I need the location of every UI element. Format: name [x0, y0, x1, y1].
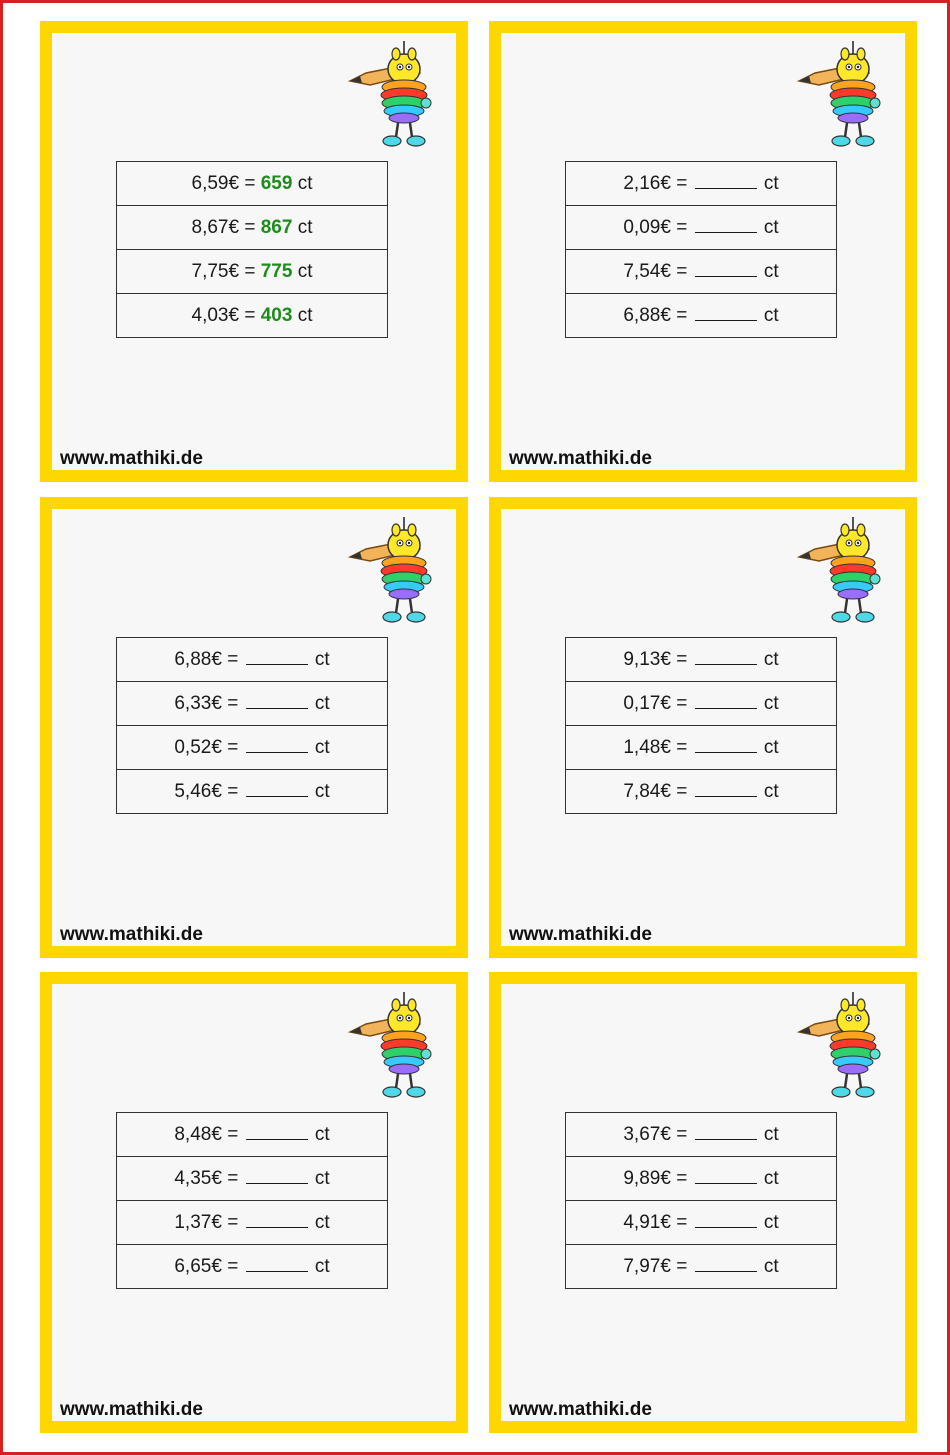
- cent-unit: ct: [297, 304, 313, 326]
- conversion-cell: [566, 162, 837, 206]
- conversion-cell: [117, 1201, 388, 1245]
- answer-blank[interactable]: [246, 1256, 308, 1272]
- mascot-pencil-icon: [795, 992, 891, 1102]
- equals-sign: =: [676, 1211, 688, 1233]
- answer-blank[interactable]: [695, 305, 757, 321]
- conversion-cell: [566, 294, 837, 338]
- answer-blank[interactable]: [246, 1212, 308, 1228]
- website-footer: www.mathiki.de: [60, 448, 203, 469]
- equals-sign: =: [227, 780, 239, 802]
- table-row: [117, 206, 388, 250]
- equals-sign: =: [676, 692, 688, 714]
- table-row: [117, 162, 388, 206]
- euro-amount: 7,54€: [623, 260, 671, 282]
- table-row: [566, 162, 837, 206]
- conversion-cell: [117, 1245, 388, 1289]
- euro-amount: 7,97€: [623, 1255, 671, 1277]
- equals-sign: =: [676, 172, 688, 194]
- cent-unit: ct: [763, 1167, 779, 1189]
- table-row: [117, 1157, 388, 1201]
- table-row: [117, 638, 388, 682]
- euro-amount: 4,91€: [623, 1211, 671, 1233]
- equals-sign: =: [227, 648, 239, 670]
- euro-amount: 0,09€: [623, 216, 671, 238]
- euro-amount: 8,48€: [174, 1123, 222, 1145]
- task-card: [489, 497, 917, 958]
- conversion-cell: [566, 770, 837, 814]
- mascot-pencil-icon: [346, 517, 442, 627]
- answer-blank[interactable]: [246, 781, 308, 797]
- cent-unit: ct: [763, 780, 779, 802]
- conversion-cell: [566, 638, 837, 682]
- equals-sign: =: [227, 736, 239, 758]
- cent-answer: 867: [260, 216, 293, 238]
- answer-blank[interactable]: [695, 1124, 757, 1140]
- cent-unit: ct: [297, 260, 313, 282]
- euro-amount: 9,89€: [623, 1167, 671, 1189]
- answer-blank[interactable]: [695, 261, 757, 277]
- cent-answer: 775: [260, 260, 293, 282]
- equals-sign: =: [676, 260, 688, 282]
- equals-sign: =: [676, 648, 688, 670]
- answer-blank[interactable]: [246, 737, 308, 753]
- task-card: [489, 21, 917, 482]
- cent-unit: ct: [763, 216, 779, 238]
- equals-sign: =: [244, 260, 256, 282]
- cent-unit: ct: [763, 692, 779, 714]
- equals-sign: =: [227, 1255, 239, 1277]
- equals-sign: =: [676, 736, 688, 758]
- table-row: [117, 250, 388, 294]
- mascot-pencil-icon: [795, 41, 891, 151]
- cent-unit: ct: [297, 216, 313, 238]
- euro-amount: 9,13€: [623, 648, 671, 670]
- table-row: [566, 682, 837, 726]
- euro-amount: 1,37€: [174, 1211, 222, 1233]
- website-footer: www.mathiki.de: [60, 1399, 203, 1420]
- conversion-cell: [117, 682, 388, 726]
- euro-amount: 6,33€: [174, 692, 222, 714]
- website-footer: www.mathiki.de: [60, 924, 203, 945]
- euro-amount: 8,67€: [191, 216, 240, 238]
- conversion-cell: [566, 1157, 837, 1201]
- euro-amount: 6,88€: [174, 648, 222, 670]
- conversion-table: [565, 1112, 837, 1289]
- table-row: [117, 770, 388, 814]
- conversion-cell: [117, 250, 388, 294]
- cent-unit: ct: [314, 1123, 330, 1145]
- answer-blank[interactable]: [695, 781, 757, 797]
- cent-unit: ct: [314, 692, 330, 714]
- table-row: [566, 638, 837, 682]
- conversion-cell: [117, 1157, 388, 1201]
- euro-amount: 4,35€: [174, 1167, 222, 1189]
- conversion-cell: [117, 206, 388, 250]
- equals-sign: =: [227, 1123, 239, 1145]
- euro-amount: 4,03€: [191, 304, 240, 326]
- table-row: [566, 250, 837, 294]
- equals-sign: =: [244, 216, 256, 238]
- answer-blank[interactable]: [246, 1124, 308, 1140]
- conversion-cell: [117, 726, 388, 770]
- table-row: [566, 294, 837, 338]
- euro-amount: 3,67€: [623, 1123, 671, 1145]
- euro-amount: 6,88€: [623, 304, 671, 326]
- table-row: [117, 294, 388, 338]
- cent-unit: ct: [763, 260, 779, 282]
- answer-blank[interactable]: [695, 1168, 757, 1184]
- answer-blank[interactable]: [246, 1168, 308, 1184]
- conversion-cell: [117, 294, 388, 338]
- cent-unit: ct: [314, 648, 330, 670]
- equals-sign: =: [244, 304, 256, 326]
- answer-blank[interactable]: [695, 1256, 757, 1272]
- euro-amount: 5,46€: [174, 780, 222, 802]
- cent-answer: 659: [260, 172, 293, 194]
- equals-sign: =: [227, 692, 239, 714]
- euro-amount: 7,84€: [623, 780, 671, 802]
- conversion-cell: [117, 162, 388, 206]
- conversion-table: [116, 161, 388, 338]
- cent-unit: ct: [314, 780, 330, 802]
- task-card: [489, 972, 917, 1433]
- euro-amount: 6,65€: [174, 1255, 222, 1277]
- answer-blank[interactable]: [695, 649, 757, 665]
- answer-blank[interactable]: [695, 173, 757, 189]
- euro-amount: 0,17€: [623, 692, 671, 714]
- task-card: [40, 497, 468, 958]
- cent-unit: ct: [763, 1123, 779, 1145]
- cent-answer: 403: [260, 304, 293, 326]
- mascot-pencil-icon: [795, 517, 891, 627]
- euro-amount: 6,59€: [191, 172, 240, 194]
- website-footer: www.mathiki.de: [509, 448, 652, 469]
- answer-blank[interactable]: [695, 737, 757, 753]
- conversion-table: [565, 161, 837, 338]
- answer-blank[interactable]: [695, 693, 757, 709]
- conversion-table: [565, 637, 837, 814]
- euro-amount: 0,52€: [174, 736, 222, 758]
- cent-unit: ct: [763, 736, 779, 758]
- conversion-cell: [117, 1113, 388, 1157]
- conversion-table: [116, 637, 388, 814]
- conversion-cell: [566, 206, 837, 250]
- cent-unit: ct: [314, 1167, 330, 1189]
- website-footer: www.mathiki.de: [509, 924, 652, 945]
- table-row: [566, 1245, 837, 1289]
- table-row: [566, 1113, 837, 1157]
- table-row: [566, 726, 837, 770]
- mascot-pencil-icon: [346, 992, 442, 1102]
- equals-sign: =: [227, 1211, 239, 1233]
- website-footer: www.mathiki.de: [509, 1399, 652, 1420]
- equals-sign: =: [676, 780, 688, 802]
- cent-unit: ct: [763, 1255, 779, 1277]
- table-row: [566, 206, 837, 250]
- conversion-cell: [566, 1245, 837, 1289]
- table-row: [117, 1201, 388, 1245]
- equals-sign: =: [676, 1123, 688, 1145]
- table-row: [566, 1157, 837, 1201]
- conversion-cell: [117, 770, 388, 814]
- answer-blank[interactable]: [246, 693, 308, 709]
- conversion-cell: [566, 250, 837, 294]
- equals-sign: =: [676, 216, 688, 238]
- cent-unit: ct: [763, 1211, 779, 1233]
- equals-sign: =: [244, 172, 256, 194]
- cent-unit: ct: [763, 648, 779, 670]
- answer-blank[interactable]: [695, 1212, 757, 1228]
- conversion-cell: [117, 638, 388, 682]
- cent-unit: ct: [763, 304, 779, 326]
- conversion-cell: [566, 682, 837, 726]
- task-card: [40, 21, 468, 482]
- cent-unit: ct: [314, 1211, 330, 1233]
- table-row: [117, 726, 388, 770]
- table-row: [117, 1113, 388, 1157]
- cent-unit: ct: [297, 172, 313, 194]
- cent-unit: ct: [314, 736, 330, 758]
- conversion-cell: [566, 1113, 837, 1157]
- answer-blank[interactable]: [246, 649, 308, 665]
- cent-unit: ct: [314, 1255, 330, 1277]
- task-card: [40, 972, 468, 1433]
- euro-amount: 1,48€: [623, 736, 671, 758]
- equals-sign: =: [676, 304, 688, 326]
- euro-amount: 2,16€: [623, 172, 671, 194]
- equals-sign: =: [227, 1167, 239, 1189]
- answer-blank[interactable]: [695, 217, 757, 233]
- cent-unit: ct: [763, 172, 779, 194]
- table-row: [566, 770, 837, 814]
- table-row: [117, 1245, 388, 1289]
- equals-sign: =: [676, 1255, 688, 1277]
- equals-sign: =: [676, 1167, 688, 1189]
- conversion-cell: [566, 726, 837, 770]
- conversion-cell: [566, 1201, 837, 1245]
- conversion-table: [116, 1112, 388, 1289]
- table-row: [566, 1201, 837, 1245]
- mascot-pencil-icon: [346, 41, 442, 151]
- euro-amount: 7,75€: [191, 260, 240, 282]
- table-row: [117, 682, 388, 726]
